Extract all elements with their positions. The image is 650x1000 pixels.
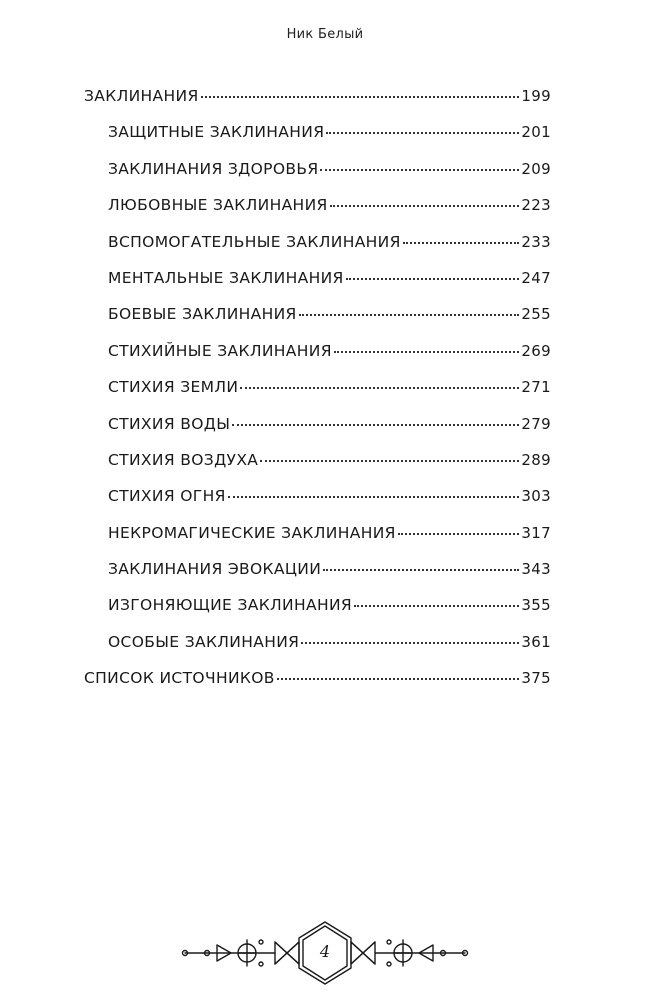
toc-entry-page: 269: [521, 341, 551, 360]
toc-dot-leader: [334, 351, 519, 353]
toc-entry-title: СТИХИЯ ЗЕМЛИ: [108, 378, 239, 397]
toc-entry-page: 279: [521, 414, 551, 433]
toc-entry-page: 289: [521, 450, 551, 469]
toc-entry-page: 199: [521, 87, 551, 105]
toc-entry-title: НЕКРОМАГИЧЕСКИЕ ЗАКЛИНАНИЯ: [108, 523, 396, 542]
toc-entry: [84, 302, 551, 338]
toc-dot-leader: [260, 460, 519, 462]
toc-entry: [84, 593, 551, 629]
toc-entry: [84, 666, 551, 702]
toc-dot-leader: [346, 278, 520, 280]
toc-entry: [84, 266, 551, 302]
toc-entry: [84, 157, 551, 193]
toc-entry: [84, 193, 551, 229]
toc-dot-leader: [232, 424, 519, 426]
toc-entry-page: 271: [521, 378, 551, 397]
toc-entry: [84, 230, 551, 266]
toc-entry-page: 201: [521, 123, 551, 142]
toc-entry: [84, 120, 551, 156]
toc-entry-title: БОЕВЫЕ ЗАКЛИНАНИЯ: [108, 305, 297, 324]
toc-entry-title: СТИХИЯ ОГНЯ: [108, 487, 226, 506]
toc-entry: [84, 339, 551, 375]
toc-entry-page: 247: [521, 268, 551, 287]
page-number: 4: [319, 942, 331, 961]
toc-dot-leader: [320, 169, 519, 171]
toc-entry-title: ЗАКЛИНАНИЯ ЗДОРОВЬЯ: [108, 159, 319, 178]
toc-entry-page: 375: [521, 669, 551, 688]
toc-entry-title: ЗАЩИТНЫЕ ЗАКЛИНАНИЯ: [108, 123, 325, 142]
toc-entry-title: СТИХИЯ ВОЗДУХА: [108, 450, 259, 469]
toc-entry-title: СТИХИЙНЫЕ ЗАКЛИНАНИЯ: [108, 341, 332, 360]
table-of-contents: [84, 84, 551, 703]
toc-entry: [84, 521, 551, 557]
toc-entry-title: ИЗГОНЯЮЩИЕ ЗАКЛИНАНИЯ: [108, 596, 353, 615]
running-header: Ник Белый: [286, 27, 364, 42]
toc-entry-title: ОСОБЫЕ ЗАКЛИНАНИЯ: [108, 632, 300, 651]
toc-dot-leader: [228, 496, 520, 498]
toc-dot-leader: [299, 314, 520, 316]
toc-dot-leader: [240, 387, 519, 389]
toc-entry: [84, 484, 551, 520]
toc-entry: [84, 375, 551, 411]
toc-entry-title: МЕНТАЛЬНЫЕ ЗАКЛИНАНИЯ: [108, 268, 344, 287]
toc-dot-leader: [330, 205, 520, 207]
toc-entry-title: СПИСОК ИСТОЧНИКОВ: [84, 669, 275, 688]
toc-dot-leader: [323, 569, 519, 571]
toc-entry: [84, 557, 551, 593]
toc-entry-page: 255: [521, 305, 551, 324]
toc-entry-page: 317: [521, 523, 551, 542]
toc-dot-leader: [326, 132, 519, 134]
toc-entry: [84, 84, 551, 120]
toc-dot-leader: [277, 678, 520, 680]
toc-entry: [84, 412, 551, 448]
toc-entry-title: ЗАКЛИНАНИЯ: [84, 87, 199, 105]
toc-entry-title: СТИХИЯ ВОДЫ: [108, 414, 231, 433]
toc-entry-page: 223: [521, 196, 551, 215]
toc-dot-leader: [301, 642, 519, 644]
toc-entry-page: 209: [521, 159, 551, 178]
toc-entry-page: 355: [521, 596, 551, 615]
toc-dot-leader: [398, 533, 520, 535]
toc-entry: [84, 630, 551, 666]
toc-entry-title: ЛЮБОВНЫЕ ЗАКЛИНАНИЯ: [108, 196, 328, 215]
toc-entry-page: 343: [521, 560, 551, 579]
toc-entry: [84, 448, 551, 484]
toc-entry-title: ВСПОМОГАТЕЛЬНЫЕ ЗАКЛИНАНИЯ: [108, 232, 401, 251]
toc-dot-leader: [201, 96, 520, 98]
toc-dot-leader: [354, 605, 519, 607]
toc-entry-page: 361: [521, 632, 551, 651]
toc-entry-page: 233: [521, 232, 551, 251]
toc-entry-title: ЗАКЛИНАНИЯ ЭВОКАЦИИ: [108, 560, 322, 579]
toc-entry-page: 303: [521, 487, 551, 506]
toc-dot-leader: [403, 242, 520, 244]
